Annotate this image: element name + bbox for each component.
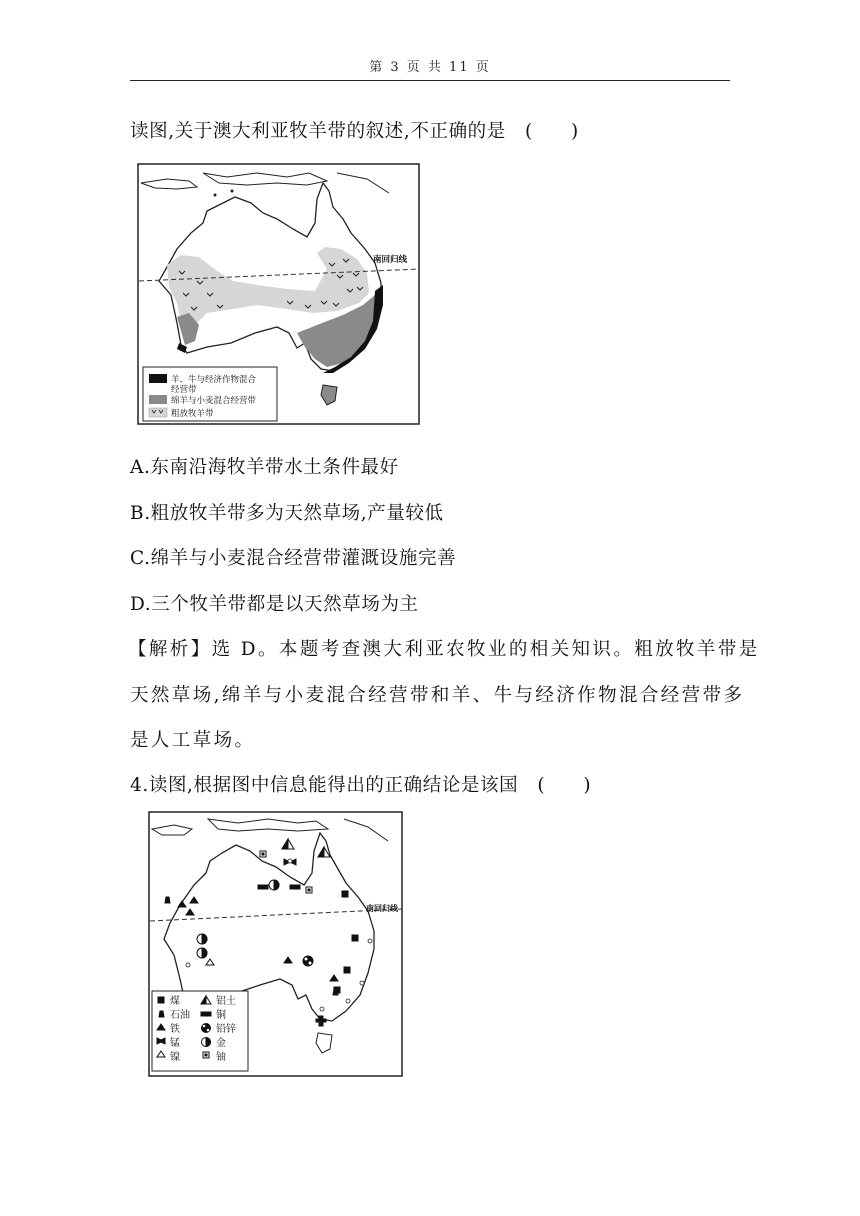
analysis-line-3: 是人工草场。 xyxy=(130,730,256,751)
tropic-label-1: 南回归线 xyxy=(373,255,408,265)
option-d: D.三个牧羊带都是以天然草场为主 xyxy=(130,594,419,615)
header-rule xyxy=(130,80,730,81)
mineral-map xyxy=(148,811,403,1077)
option-c: C.绵羊与小麦混合经营带灌溉设施完善 xyxy=(130,548,457,569)
legend-mixed-belt-line1: 羊、牛与经济作物混合 xyxy=(171,375,257,385)
legend-iron: 铁 xyxy=(170,1024,180,1035)
mineral-map-svg xyxy=(148,811,403,1077)
sheep-belt-map xyxy=(137,163,420,425)
question3-stem: 读图,关于澳大利亚牧羊带的叙述,不正确的是 ( ) xyxy=(130,121,579,142)
legend-extensive-belt: 粗放牧羊带 xyxy=(171,409,214,419)
option-a: A.东南沿海牧羊带水土条件最好 xyxy=(130,457,399,478)
option-b: B.粗放牧羊带多为天然草场,产量较低 xyxy=(130,503,444,524)
legend-lead-zinc: 铅锌 xyxy=(216,1024,236,1035)
analysis-line-2: 天然草场,绵羊与小麦混合经营带和羊、牛与经济作物混合经营带多 xyxy=(130,685,745,706)
legend-copper: 铜 xyxy=(216,1010,226,1021)
question4-stem: 4.读图,根据图中信息能得出的正确结论是该国 ( ) xyxy=(130,775,592,796)
legend-coal: 煤 xyxy=(170,996,180,1007)
analysis-line-1: 【解析】选 D。本题考查澳大利亚农牧业的相关知识。粗放牧羊带是 xyxy=(128,639,760,660)
legend-manganese: 锰 xyxy=(170,1038,180,1049)
legend-bauxite: 铝土 xyxy=(216,996,236,1007)
tropic-label-2: 南回归线 xyxy=(366,904,398,913)
legend-uranium: 铀 xyxy=(216,1052,226,1063)
page-header: 第 3 页 共 11 页 xyxy=(369,60,491,75)
legend-wheat-sheep-belt: 绵羊与小麦混合经营带 xyxy=(171,396,257,406)
legend-mixed-belt-line2: 经营带 xyxy=(171,385,197,395)
legend-nickel: 镍 xyxy=(170,1052,180,1063)
legend-gold: 金 xyxy=(216,1038,226,1049)
legend-oil: 石油 xyxy=(170,1010,190,1021)
sheep-belt-map-svg xyxy=(137,163,420,425)
